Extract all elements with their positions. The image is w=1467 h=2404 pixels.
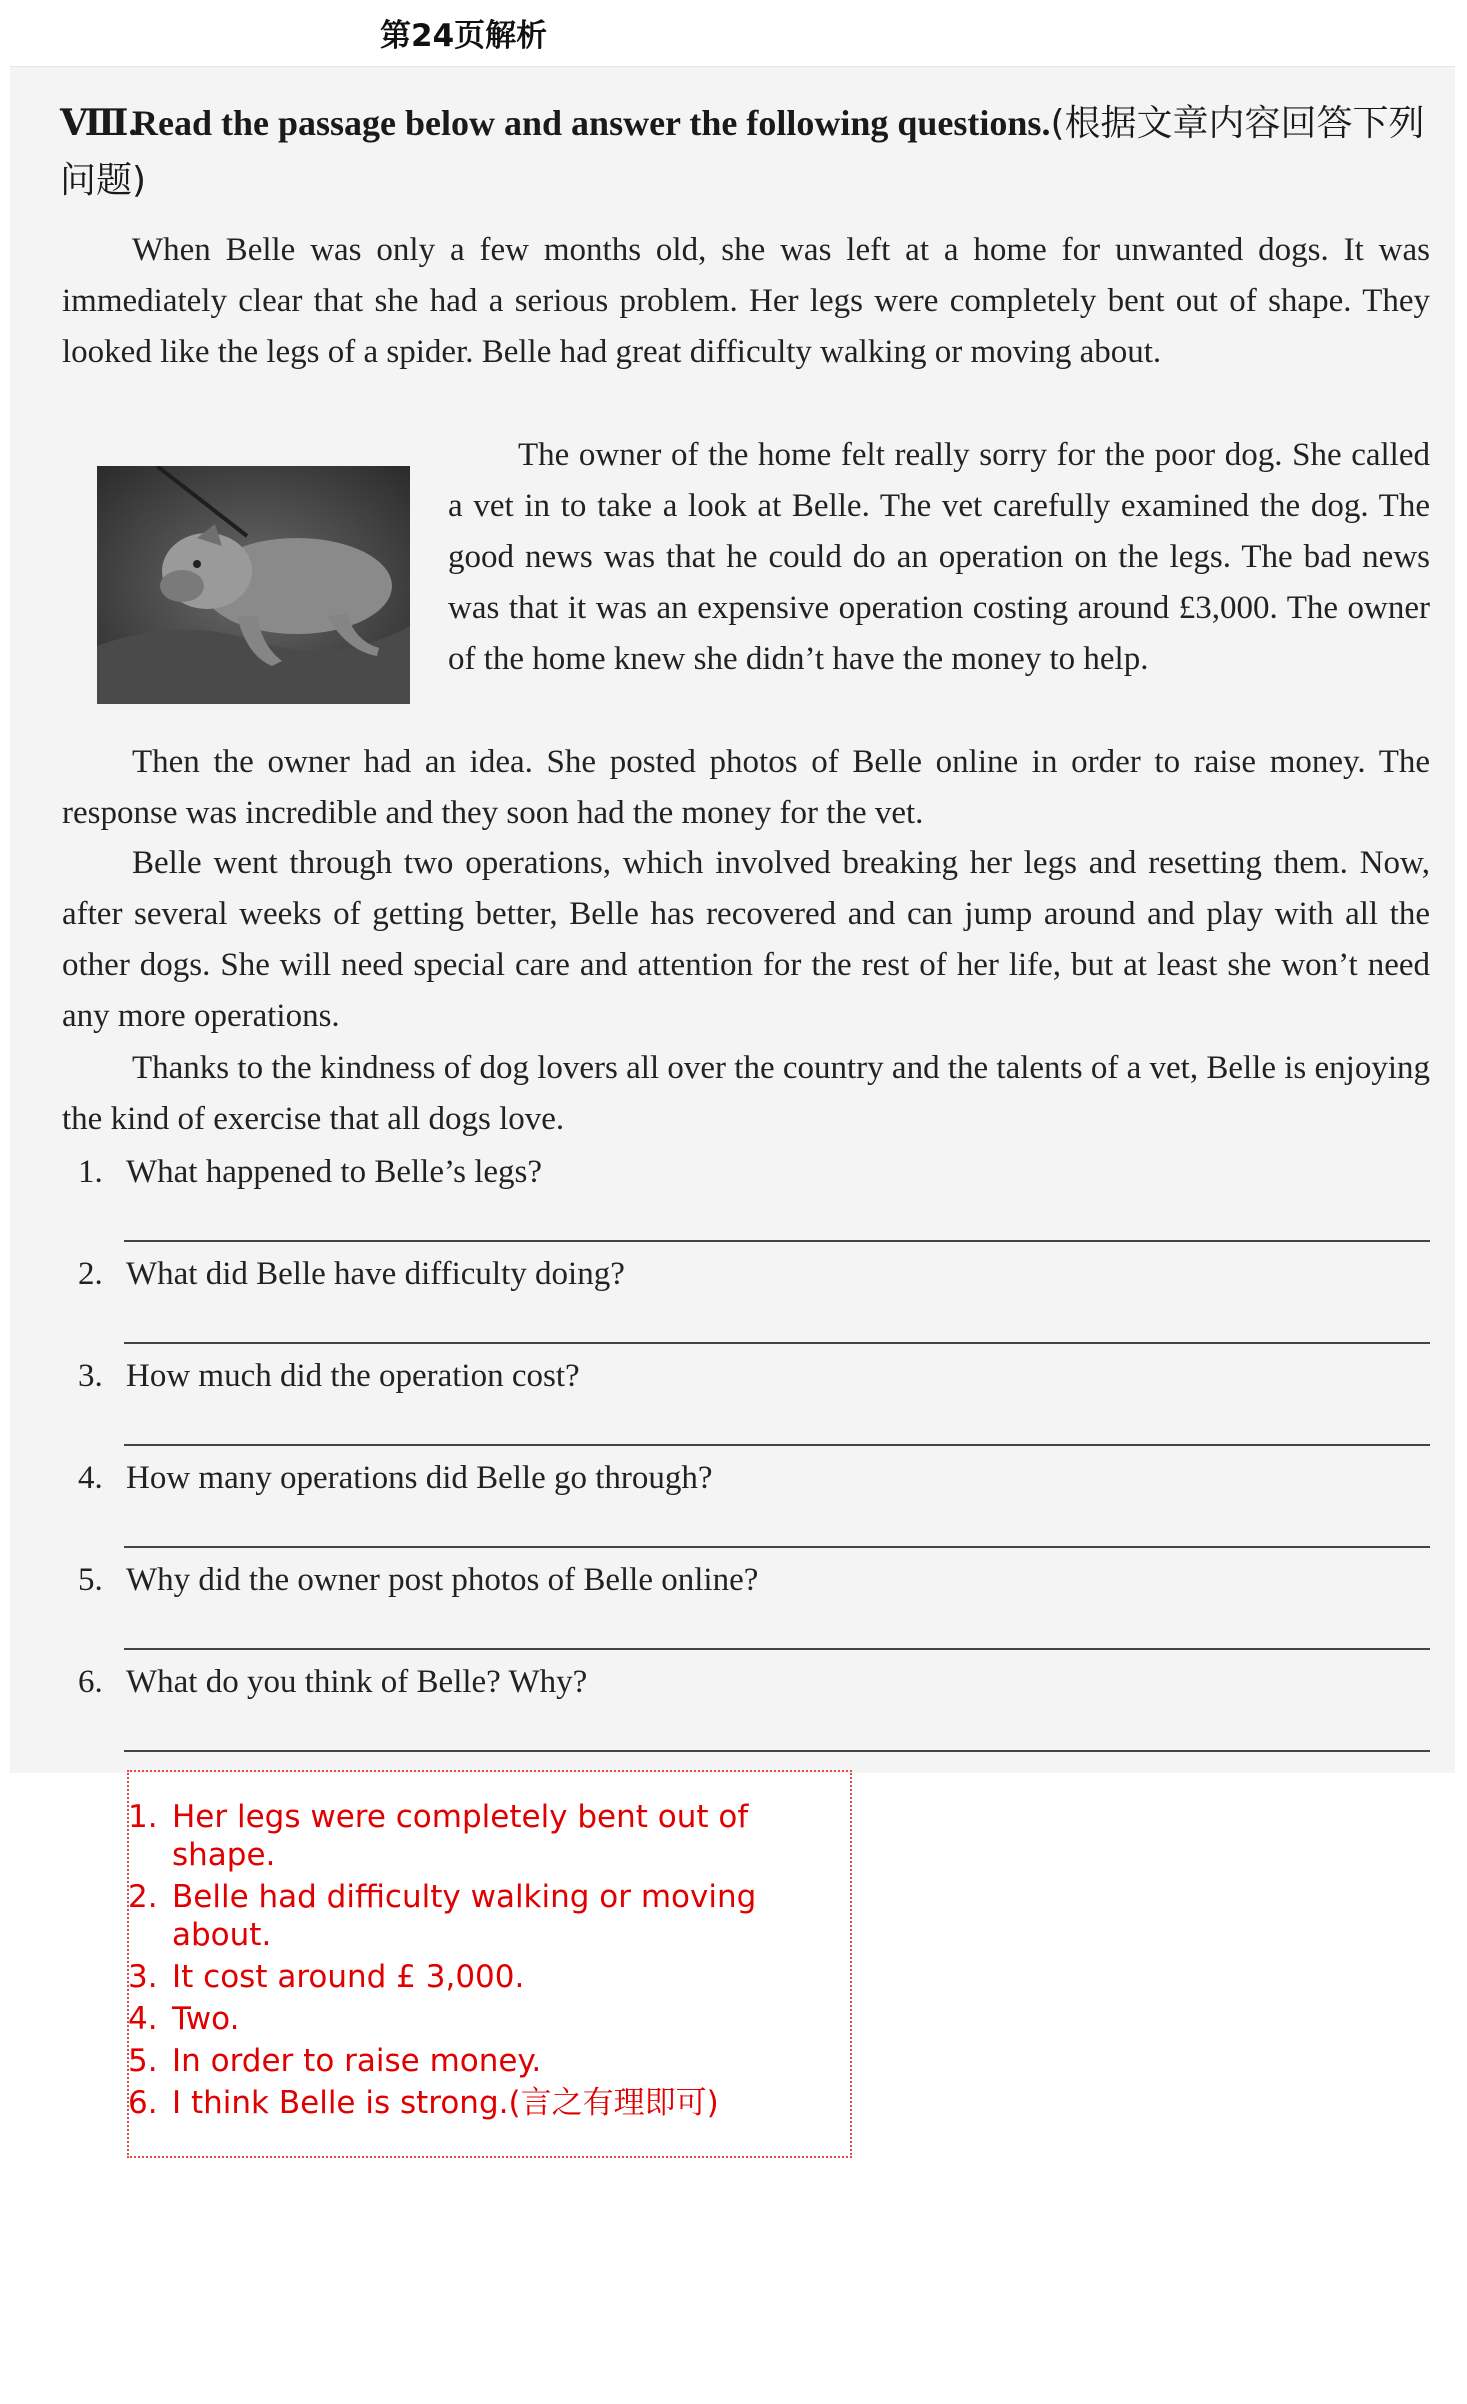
answer-key-item (128, 2084, 808, 2122)
answer-line-5[interactable] (124, 1648, 1430, 1650)
section-heading (60, 95, 1430, 209)
answer-number: 5. (128, 2043, 158, 2079)
question-text: What did Belle have difficulty doing? (126, 1256, 625, 1292)
answer-line-3[interactable] (124, 1444, 1430, 1446)
question-text: How many operations did Belle go through? (126, 1460, 713, 1496)
answer-key-item (128, 1878, 808, 1954)
answer-number: 2. (128, 1879, 158, 1915)
question-3 (78, 1351, 1428, 1402)
answer-line-6[interactable] (124, 1750, 1430, 1752)
answer-key-item (128, 1798, 808, 1874)
passage-paragraph-5: Thanks to the kindness of dog lovers all over the country and the talents of a vet, Belle is enjoying the kind of exercise that all dogs love. (62, 1050, 1430, 1137)
question-text: What happened to Belle’s legs? (126, 1154, 543, 1190)
question-number: 2. (78, 1256, 103, 1292)
answer-key-list (128, 1798, 808, 2126)
section-instruction-cn: (根据文章内容回答下列问题) (60, 103, 1425, 201)
question-5 (78, 1555, 1428, 1606)
answer-key-item (128, 1958, 808, 1996)
question-4 (78, 1453, 1428, 1504)
answer-number: 6. (128, 2085, 158, 2121)
answer-number: 4. (128, 2001, 158, 2037)
answer-line-2[interactable] (124, 1342, 1430, 1344)
question-1 (78, 1147, 1428, 1198)
answer-text: Belle had difficulty walking or moving about. (172, 1879, 757, 1953)
passage-paragraph-2: The owner of the home felt really sorry for the poor dog. She called a vet in to take a look at Belle. The vet carefully examined the dog. The good news was that he could do an operation on the legs. The bad news was that it was an expensive operation costing around £3,000. The owner of the home knew she didn’t have the money to help. (448, 437, 1430, 677)
question-6 (78, 1657, 1428, 1708)
answer-key-item (128, 2000, 808, 2038)
dog-photo (97, 466, 410, 704)
question-2 (78, 1249, 1428, 1300)
dog-photo-image (97, 466, 410, 704)
answer-text: Two. (172, 2001, 240, 2037)
answer-number: 3. (128, 1959, 158, 1995)
question-number: 6. (78, 1664, 103, 1700)
question-number: 4. (78, 1460, 103, 1496)
passage-paragraph-4: Belle went through two operations, which involved breaking her legs and resetting them. Now, after several weeks of getting better, Belle has recovered and can jump around and play with all the other dogs. She will need special care and attention for the rest of her life, but at least she won’t need any more operations. (62, 845, 1430, 1034)
question-number: 5. (78, 1562, 103, 1598)
answer-text: Her legs were completely bent out of shape. (172, 1799, 749, 1873)
answer-text: In order to raise money. (172, 2043, 542, 2079)
question-number: 1. (78, 1154, 103, 1190)
section-instruction: Read the passage below and answer the following questions. (132, 103, 1051, 143)
question-text: How much did the operation cost? (126, 1358, 580, 1394)
answer-line-1[interactable] (124, 1240, 1430, 1242)
page-title: 第24页解析 (380, 18, 548, 54)
answer-text: I think Belle is strong.(言之有理即可) (172, 2085, 719, 2121)
question-number: 3. (78, 1358, 103, 1394)
passage-paragraph-3: Then the owner had an idea. She posted photos of Belle online in order to raise money. The response was incredible and they soon had the money for the vet. (62, 744, 1430, 831)
answer-key-item (128, 2042, 808, 2080)
passage-paragraph-1: When Belle was only a few months old, she was left at a home for unwanted dogs. It was immediately clear that she had a serious problem. Her legs were completely bent out of shape. They looked like the legs of a spider. Belle had great difficulty walking or moving about. (62, 232, 1430, 370)
question-text: Why did the owner post photos of Belle online? (126, 1562, 759, 1598)
section-numeral: Ⅷ. (60, 103, 138, 143)
answer-line-4[interactable] (124, 1546, 1430, 1548)
question-text: What do you think of Belle? Why? (126, 1664, 588, 1700)
answer-text: It cost around £ 3,000. (172, 1959, 525, 1995)
answer-number: 1. (128, 1799, 158, 1835)
